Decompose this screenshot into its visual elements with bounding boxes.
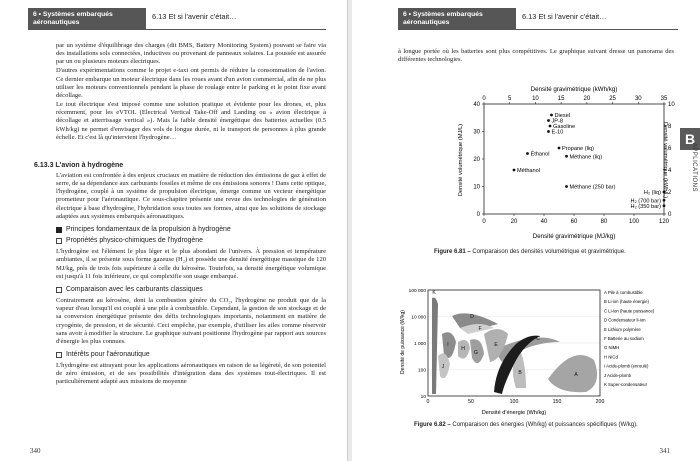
legend-item: D Condensateur li-ion	[604, 317, 646, 323]
open-square-icon	[56, 287, 62, 293]
left-header-section: 6.13 Et si l'avenir c'était…	[146, 8, 326, 30]
x-top-tick-label: 20	[583, 96, 591, 102]
x-tick-label: 40	[540, 219, 548, 225]
data-point-label: JP-8	[551, 118, 564, 125]
y-tick-label: 10	[420, 395, 426, 400]
open-square-icon	[56, 352, 62, 358]
data-point-label: Éthanol	[530, 151, 550, 158]
y-right-tick-label: 10	[668, 102, 675, 108]
region-fuel-cell	[548, 355, 597, 392]
figure-6-81-chart	[452, 82, 675, 242]
data-point-label: H₂ (700 bar)	[630, 198, 661, 205]
y-right-tick-label: 0	[668, 212, 672, 218]
para-2: Contrairement au kérosène, dont la combustion génère du CO₂, l'hydrogène ne produit que de la vapeur d'eau lorsqu'il est couplé à une pile à combustible. Cependant, la gestion de son stockage et de sa conversion énergétique présente des défis technologiques importants, notamment en matière de cryogénie, de pression, et de sécurité. Ceci empêche, par exemple, d'utiliser les ailes comme réservoir sans avoir à modifier la structure. Le graphique suivant positionne l'hydrogène par rapport aux sources d'énergie les plus connues.	[56, 297, 326, 345]
x-tick-label: 120	[658, 219, 670, 225]
y-tick-label: 0	[476, 212, 480, 218]
bullet-main: Principes fondamentaux de la propulsion à hydrogène	[56, 226, 326, 234]
region-label: G	[474, 350, 478, 356]
x-top-tick-label: 10	[532, 96, 539, 102]
data-point	[547, 130, 550, 133]
data-point	[558, 147, 561, 150]
region-label: H	[461, 346, 465, 352]
open-square-icon	[56, 238, 62, 244]
x-tick-label: 100	[628, 219, 640, 225]
x-tick-label: 0	[482, 219, 486, 225]
x-tick-label: 60	[570, 219, 578, 225]
left-intro-p2: D'autres expérimentations comme le projet e-taxi ont permis de réduire la consommation de l'avion. Ce dernier embarque un moteur électrique dans les roues avant d'un avion commercial, afin de ne plus utiliser les moteurs conventionnels pendant la phase de roulage entre le parking et le point fixe avant décollage.	[56, 67, 326, 99]
chart2-ylabel: Densité de puissance (W/kg)	[400, 310, 406, 374]
data-point-label: Méthane (liq)	[569, 154, 603, 161]
chart1-top-title: Densité gravimétrique (kWh/kg)	[530, 86, 618, 93]
region-label: K	[432, 290, 436, 296]
section-tab: B	[680, 128, 700, 150]
region-label: F	[478, 326, 482, 332]
data-point-label: Gasoline	[553, 124, 576, 130]
legend-item: E Lithium polymère	[604, 326, 641, 332]
figure-6-81-caption: Figure 6.81 – Comparaison des densités volumétrique et gravimétrique.	[434, 249, 626, 255]
figure-6-82-caption: Figure 6.82 – Comparaison des énergies (Wh/kg) et puissances spécifiques (W/kg).	[414, 422, 638, 428]
chart2-xlabel: Densité d'énergie (Wh/kg)	[481, 410, 547, 416]
legend-item: F Batterie au sodium	[604, 336, 644, 341]
section-tab-label: APPLICATIONS	[691, 142, 697, 192]
data-point	[526, 152, 529, 155]
data-point	[565, 185, 568, 188]
legend-item: H NiCd	[604, 354, 618, 360]
x-top-tick-label: 5	[508, 96, 512, 102]
x-tick-label: 200	[595, 399, 605, 405]
x-top-tick-label: 0	[482, 96, 486, 102]
region-supercapacitor	[432, 298, 438, 394]
y-tick-label: 10	[473, 184, 480, 191]
chart1-bottom-ticks	[482, 214, 669, 225]
left-intro-p3: Le tout électrique s'est imposé comme une solution pratique et évidente pour les drones, et, plus récemment, pour les eVTOL (Electrical Vertical Take-Off and Landing ou « avion électrique à décollage et atterrissage vertical »). Mais la faible densité énergétique des batteries actuelles (0.5 kWh/kg) ne permet d'envisager des vols de longue durée, ni le transport de personnes à plus grande échelle. Et c'est là qu'intervient l'hydrogène…	[56, 101, 326, 141]
left-body	[56, 42, 326, 143]
data-point-label: Méthane (250 bar)	[569, 184, 616, 191]
region-label: J	[441, 364, 445, 370]
chart1-xlabel: Densité gravimétrique (MJ/kg)	[532, 233, 616, 240]
chart1-left-ticks	[473, 102, 484, 218]
legend-item: K Super-condensateur	[604, 382, 647, 387]
right-header-chapter: 6 • Systèmes embarqués aéronautiques	[398, 8, 516, 30]
data-point	[663, 199, 666, 202]
left-intro-p1: par un système d'équilibrage des charges (dit BMS, Battery Monitoring System) pouvant se faire via des installations sols connectées, inductives ou provenant de panneaux solaires. La poussée est assurée par un ou plusieurs moteurs électriques.	[56, 42, 326, 66]
region-label: B	[518, 370, 522, 376]
data-point	[663, 204, 666, 207]
y-tick-label: 30	[473, 129, 480, 136]
data-point	[565, 155, 568, 158]
left-body-2	[56, 172, 326, 388]
chart2-x-ticks	[427, 399, 605, 405]
subsection-title: 6.13.3 L'avion à hydrogène	[34, 162, 124, 169]
legend-item: C Li-ion (haute puissance)	[604, 308, 655, 314]
y-tick-label: 100	[417, 368, 426, 374]
data-point	[549, 125, 552, 128]
data-point-label: Propane (liq)	[562, 146, 595, 152]
y-tick-label: 100 000	[408, 289, 426, 294]
y-tick-label: 40	[473, 102, 480, 108]
region-label: I	[447, 342, 449, 348]
chart1-ylabel: Densité volumétrique (MJ/L)	[458, 123, 464, 197]
legend-item: B Li-ion (haute énergie)	[604, 299, 649, 305]
legend-item: J Acide-plomb	[604, 372, 631, 378]
chart1-ylabel-right: Densité volumétrique (kWh/L)	[662, 121, 668, 199]
legend-item: G NiMH	[604, 345, 620, 351]
data-point-label: Méthanol	[517, 168, 541, 174]
y-right-tick-label: 6	[668, 146, 672, 152]
x-top-tick-label: 15	[557, 96, 565, 102]
para-3: L'hydrogène est attrayant pour les applications aéronautiques en raison de sa légèreté, de son potentiel de zéro émission, et de ses possibilités d'intégration dans des systèmes tout-électriques. Il est particulièrement adapté aux missions de moyenne	[56, 362, 326, 386]
x-tick-label: 150	[552, 399, 562, 405]
data-point-label: H₂ (liq)	[643, 190, 661, 196]
right-page-number: 341	[659, 447, 670, 455]
chart1-top-ticks	[482, 96, 668, 104]
x-top-tick-label: 25	[609, 96, 616, 102]
x-top-tick-label: 35	[660, 96, 668, 102]
data-point-label: H₂ (350 bar)	[630, 203, 661, 210]
y-right-tick-label: 8	[668, 124, 672, 130]
region-label: A	[574, 372, 578, 378]
data-point	[547, 119, 550, 122]
data-point	[550, 114, 553, 117]
left-page-number: 340	[30, 447, 41, 455]
x-tick-label: 20	[510, 219, 518, 225]
chart2-regions	[432, 298, 597, 394]
x-tick-label: 100	[509, 399, 519, 405]
data-point-label: Diesel	[554, 113, 571, 119]
x-tick-label: 80	[600, 219, 608, 225]
y-tick-label: 20	[473, 157, 480, 163]
region-label: E	[494, 342, 498, 348]
right-intro: à longue portée où les batteries sont plus compétitives. Le graphique suivant dresse un panorama des différentes technologies.	[398, 48, 674, 64]
left-header-chapter: 6 • Systèmes embarqués aéronautiques	[28, 8, 146, 30]
y-tick-label: 1 000	[413, 342, 426, 347]
x-tick-label: 50	[468, 399, 474, 405]
bullet-3: Intérêts pour l'aéronautique	[56, 351, 326, 359]
left-page	[0, 0, 348, 461]
region-label: D	[470, 314, 474, 320]
para-1: L'hydrogène est l'élément le plus léger et le plus abondant de l'univers. À pression et température ambiantes, il se présente sous forme gazeuse (H₂) et possède une densité énergétique massique de 120 MJ/kg, près de trois fois supérieure à celle du kérosène. Toutefois, sa densité énergétique volumique est jusqu'à 11 fois inférieure, ce qui complexifie son usage embarqué.	[56, 248, 326, 280]
y-right-tick-label: 2	[668, 190, 672, 196]
bullet-2: Comparaison avec les carburants classiques	[56, 286, 326, 294]
subsection-paragraph: L'aviation est confrontée à des enjeux cruciaux en matière de réduction des émissions de gaz à effet de serre, de sa dépendance aux carburants fossiles et même de ces émissions sonores ! Dans cette optique, l'hydrogène, couplé à un système de propulsion électrique, émerge comme un vecteur énergétique prometteur pour l'aéronautique. Ce sous-chapitre présente une revue des technologies de génération électrique à base d'hydrogène, l'hybridation sous toutes ses formes, ainsi que les solutions de stockage adaptées aux systèmes embarqués aéronautiques.	[56, 172, 326, 220]
chart1-points	[513, 113, 666, 210]
filled-square-icon	[56, 227, 62, 233]
data-point-label: E-10	[551, 129, 564, 136]
chart2-legend	[604, 290, 655, 387]
right-page	[352, 0, 700, 461]
x-top-tick-label: 30	[634, 96, 642, 102]
region-label: C	[536, 336, 540, 342]
x-tick-label: 0	[426, 399, 430, 405]
legend-item: I Acide-plomb (enroulé)	[604, 363, 649, 369]
y-right-tick-label: 4	[668, 168, 672, 174]
right-header-section: 6.13 Et si l'avenir c'était…	[516, 8, 678, 30]
y-tick-label: 10 000	[411, 315, 426, 321]
figure-6-82-chart	[398, 284, 676, 420]
bullet-1: Propriétés physico-chimiques de l'hydrogène	[56, 237, 326, 245]
data-point	[513, 169, 516, 172]
legend-item: A Pile à combustible	[604, 290, 643, 295]
